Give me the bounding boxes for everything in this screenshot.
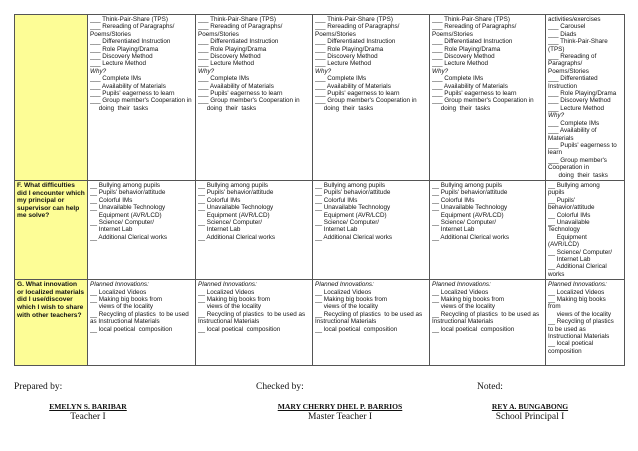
cell-line: views of the locality [90,303,153,311]
cell-line: ___ Pupils' eagerness to learn [315,90,400,98]
cell-line: ___ Discovery Method [432,53,495,61]
cell-line: Equipment (AVR/LCD) [90,211,162,219]
cell-line: ___ Complete IMs [548,119,600,127]
cell-line: ___ Differentiated Instruction [198,38,279,46]
row-label-difficulties: F. What difficulties did I encounter which my principal or supervisor can help me solve? [15,180,88,279]
cell-line: __ Additional Clerical works [90,233,167,241]
cell-line: ___ Availability of [548,127,597,135]
cell-line: ___ Rereading of Paragraphs/ [432,23,517,31]
cell-line: ___ Rereading of Paragraphs/ [90,23,175,31]
cell-line: Planned Innovations: [198,281,257,289]
cell-line: ___ Discovery Method [548,97,611,105]
cell-line: ___ Rereading of Paragraphs/ [198,23,283,31]
noter-title: School Principal I [495,412,565,422]
cell-line: ___ Carousel [548,23,586,31]
cell-line: __ Recycling of plastics [548,318,614,326]
cell-line: Poems/Stories [198,30,239,38]
cell-line: Equipment (AVR/LCD) [198,211,270,219]
cell-line: ___ Think-Pair-Share [548,38,608,46]
preparer-name: EMELYN S. BARIBAR [49,402,127,411]
cell-line: Instructional Materials [432,318,494,326]
cell-line: __ Bullying among pupils [90,181,161,189]
cell-line: Poems/Stories [90,30,131,38]
cell-line: Poems/Stories [432,30,473,38]
cell-line: ___ Differentiated [548,75,598,83]
table-row-innovations [15,280,625,366]
cell-line: __ local poetical composition [90,325,173,333]
cell-line: __ Making big books from [90,296,163,304]
cell-line: Planned Innovations: [548,281,607,289]
cell-line: ___ Pupils' eagerness to learn [432,90,517,98]
cell-line: pupils [548,189,565,197]
cell-strategies-mon [88,15,196,181]
cell-line: ___ Lecture Method [90,60,147,68]
cell-line: __ Science/ Computer/ [548,248,613,256]
cell-line: ___ Differentiated Instruction [315,38,396,46]
cell-line: __ Recycling of plastics to be used as [315,310,423,318]
cell-line: ___ Group member's Cooperation in [198,97,300,105]
cell-line: ___ Pupils' eagerness to learn [90,90,175,98]
cell-line: Planned Innovations: [432,281,491,289]
cell-line: ___ Rereading of [548,53,597,61]
cell-line: __ Pupils' [548,196,576,204]
cell-line: Equipment (AVR/LCD) [432,211,504,219]
cell-line: __ Additional Clerical works [315,233,392,241]
cell-line: ___ Think-Pair-Share (TPS) [432,16,510,23]
cell-strategies-tue [196,15,313,181]
cell-line: __ Bullying among [548,181,600,189]
cell-innovations-fri [546,280,625,366]
cell-line: __ Making big books [548,296,606,304]
noter-name: REY A. BUNGABONG [491,402,569,411]
cell-line: Internet Lab [548,256,591,263]
row-label-innovations: G. What innovation or localized materials did I use/discover which I wish to share with other teachers? [15,280,88,366]
cell-line: Technology [548,226,580,234]
cell-line: ___ Think-Pair-Share (TPS) [198,16,276,23]
cell-line: __ Bullying among pupils [432,181,503,189]
cell-line: __ Unavailable Technology [315,204,391,212]
cell-line: ___ Lecture Method [315,60,372,68]
cell-line: __ local poetical composition [315,325,398,333]
cell-line: ___ Availability of Materials [315,82,391,90]
cell-line: ___ Role Playing/Drama [90,45,159,53]
cell-line: __ Making big books from [315,296,388,304]
cell-line: __ Additional Clerical works [198,233,275,241]
cell-line: ___ Complete IMs [90,75,142,83]
preparer-title: Teacher I [70,412,106,422]
cell-line: Equipment [548,233,587,241]
cell-line: __ Pupils' behavior/attitude [315,189,391,197]
cell-line: ___ Group member's Cooperation in [90,97,192,105]
cell-line: __ Colorful IMs [198,196,241,204]
cell-line: behavior/attitude [548,204,595,212]
cell-line: ___ Lecture Method [198,60,255,68]
cell-line: Why? [90,67,107,75]
cell-line: learn [548,149,563,157]
cell-line: ___ Discovery Method [315,53,378,61]
cell-line: __ Bullying among pupils [198,181,269,189]
cell-line: ___ Group member's Cooperation in [315,97,417,105]
cell-line: Why? [198,67,215,75]
cell-line: Equipment (AVR/LCD) [315,211,387,219]
cell-line: __ Colorful IMs [548,211,591,219]
cell-difficulties-mon [88,180,196,279]
cell-line: Internet Lab [198,226,241,234]
cell-line: doing their tasks [198,104,257,112]
cell-difficulties-wed [313,180,430,279]
cell-line: ___ Discovery Method [90,53,153,61]
cell-line: ___ Role Playing/Drama [432,45,501,53]
cell-line: __ Recycling of plastics to be used as [198,310,306,318]
cell-line: Internet Lab [315,226,358,234]
cell-innovations-tue [196,280,313,366]
cell-line: ___ Think-Pair-Share (TPS) [315,16,393,23]
cell-line: ___ Availability of Materials [198,82,274,90]
cell-line: __ Making big books from [198,296,271,304]
cell-line: activities/exercises [548,16,601,23]
cell-innovations-wed [313,280,430,366]
cell-line: views of the locality [315,303,378,311]
cell-difficulties-thu [430,180,546,279]
cell-line: Materials [548,134,574,142]
cell-line: (TPS) [548,45,565,53]
cell-line: __ Colorful IMs [432,196,475,204]
cell-line: Why? [432,67,449,75]
cell-line: views of the locality [548,310,611,318]
prepared-by-label: Prepared by: [14,382,63,392]
cell-line: ___ Complete IMs [198,75,250,83]
cell-line: Why? [548,112,565,120]
cell-line: ___ Role Playing/Drama [198,45,267,53]
cell-innovations-thu [430,280,546,366]
cell-line: doing their tasks [548,171,608,179]
cell-line: ___ Complete IMs [315,75,367,83]
cell-line: doing their tasks [315,104,374,112]
cell-line: ___ Complete IMs [432,75,484,83]
cell-strategies-fri [546,15,625,181]
cell-line: __ Unavailable Technology [432,204,508,212]
cell-line: __ local poetical [548,340,594,348]
table-row-strategies [15,15,625,181]
cell-line: doing their tasks [432,104,491,112]
cell-line: ___ Rereading of Paragraphs/ [315,23,400,31]
cell-line: __ Recycling of plastics to be used as [432,310,540,318]
cell-line: __ Pupils' behavior/attitude [90,189,166,197]
cell-line: __ Localized Videos [548,288,605,296]
cell-line: (AVR/LCD) [548,241,580,249]
cell-line: __ Pupils' behavior/attitude [432,189,508,197]
cell-line: __ Pupils' behavior/attitude [198,189,274,197]
cell-line: ___ Differentiated Instruction [432,38,513,46]
cell-line: Instructional Materials [315,318,377,326]
cell-line: ___ Role Playing/Drama [548,90,617,98]
cell-difficulties-fri [546,180,625,279]
cell-line: Planned Innovations: [315,281,374,289]
cell-line: __ Unavailable Technology [90,204,166,212]
row-label-strategies [15,15,88,181]
cell-line: __ Colorful IMs [90,196,133,204]
cell-line: __ Bullying among pupils [315,181,386,189]
cell-line: ___ Availability of Materials [90,82,166,90]
cell-line: __ Science/ Computer/ [315,218,380,226]
cell-line: __ Science/ Computer/ [432,218,497,226]
cell-line: works [548,270,565,278]
cell-line: __ Unavailable [548,218,590,226]
table-row-difficulties [15,180,625,279]
cell-line: from [548,303,561,311]
cell-line: __ local poetical composition [198,325,281,333]
cell-line: __ Localized Videos [90,288,147,296]
cell-line: __ Unavailable Technology [198,204,274,212]
cell-line: composition [548,347,582,355]
cell-line: ___ Lecture Method [548,104,605,112]
cell-line: ___ Think-Pair-Share (TPS) [90,16,168,23]
cell-line: Poems/Stories [315,30,356,38]
cell-line: ___ Group member's Cooperation in [432,97,534,105]
cell-line: Instructional Materials [198,318,260,326]
cell-line: views of the locality [432,303,495,311]
cell-line: ___ Lecture Method [432,60,489,68]
cell-line: ___ Differentiated Instruction [90,38,171,46]
cell-line: __ Making big books from [432,296,505,304]
cell-line: ___ Role Playing/Drama [315,45,384,53]
cell-line: ___ Discovery Method [198,53,261,61]
cell-line: __ Localized Videos [432,288,489,296]
daily-lesson-log-table [14,14,625,366]
cell-line: doing their tasks [90,104,149,112]
cell-line: ___ Pupils' eagerness to [548,141,617,149]
cell-line: ___ Diads [548,30,577,38]
cell-line: Planned Innovations: [90,281,149,289]
cell-line: __ Science/ Computer/ [90,218,155,226]
cell-line: Why? [315,67,332,75]
cell-strategies-thu [430,15,546,181]
cell-line: __ Colorful IMs [315,196,358,204]
cell-line: Internet Lab [432,226,475,234]
checker-title: Master Teacher I [307,412,373,422]
cell-line: Instructional Materials [548,333,610,341]
cell-line: to be used as [548,325,586,333]
cell-line: __ Additional Clerical works [432,233,509,241]
cell-line: Cooperation in [548,164,589,172]
cell-line: __ Recycling of plastics to be used [90,310,189,318]
cell-line: __ Localized Videos [198,288,255,296]
cell-line: Poems/Stories [548,67,589,75]
cell-line: ___ Availability of Materials [432,82,508,90]
cell-line: ___ Group member's [548,156,607,164]
cell-line: Paragraphs/ [548,60,583,68]
cell-line: as Instructional Materials [90,318,160,326]
cell-line: views of the locality [198,303,261,311]
cell-strategies-wed [313,15,430,181]
cell-line: __ Additional Clerical [548,263,607,271]
cell-innovations-mon [88,280,196,366]
cell-line: __ Science/ Computer/ [198,218,263,226]
cell-line: Instruction [548,82,578,90]
cell-difficulties-tue [196,180,313,279]
cell-line: ___ Pupils' eagerness to learn [198,90,283,98]
cell-line: __ Localized Videos [315,288,372,296]
checked-by-label: Checked by: [256,382,304,392]
cell-line: Internet Lab [90,226,133,234]
checker-name: MARY CHERRY DHEL P. BARRIOS [277,402,403,411]
noted-label: Noted: [477,382,503,392]
cell-line: __ local poetical composition [432,325,515,333]
